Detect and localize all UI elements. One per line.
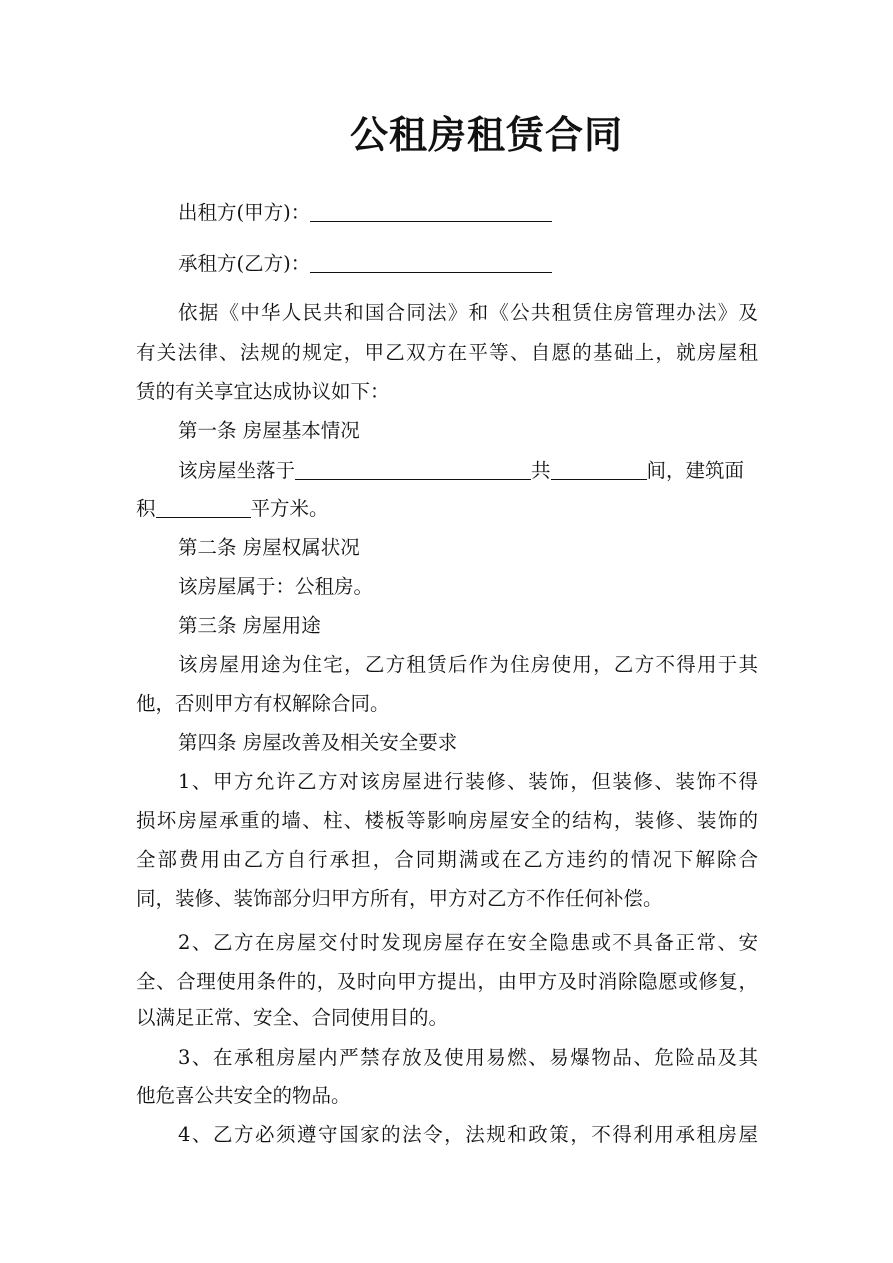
lessee-label: 承租方(乙方)： bbox=[178, 252, 311, 275]
preamble-line-3: 赁的有关享宜达成协议如下： bbox=[136, 380, 390, 403]
article3-heading: 第三条 房屋用途 bbox=[178, 614, 321, 637]
article3-line-2: 他，否则甲方有权解除合同。 bbox=[136, 692, 390, 715]
article2-text: 该房屋属于：公租房。 bbox=[178, 575, 374, 598]
article4-item4-line-1: 4、乙方必须遵守国家的法令，法规和政策，不得利用承租房屋 bbox=[178, 1123, 758, 1146]
lessee-blank[interactable] bbox=[310, 252, 552, 273]
area-unit: 平方米。 bbox=[250, 497, 329, 520]
article3-line-1: 该房屋用途为住宅，乙方租赁后作为住房使用，乙方不得用于其 bbox=[178, 653, 758, 676]
area-blank[interactable] bbox=[156, 497, 251, 518]
article4-item1-line-4: 同，装修、装饰部分归甲方所有，甲方对乙方不作任何补偿。 bbox=[136, 887, 663, 910]
article4-item1-line-2: 损坏房屋承重的墙、柱、楼板等影响房屋安全的结构，装修、装饰的 bbox=[136, 809, 758, 832]
article4-item2-line-1: 2、乙方在房屋交付时发现房屋存在安全隐患或不具备正常、安 bbox=[178, 931, 758, 954]
area-label: 间，建筑面 bbox=[646, 459, 745, 482]
lessor-label: 出租方(甲方)： bbox=[178, 201, 311, 224]
lessor-line bbox=[178, 200, 552, 226]
article4-heading: 第四条 房屋改善及相关安全要求 bbox=[178, 731, 458, 754]
article1-area-line bbox=[136, 496, 329, 522]
lessee-line bbox=[178, 251, 552, 277]
rooms-blank[interactable] bbox=[551, 459, 647, 480]
article4-item1-line-1: 1、甲方允许乙方对该房屋进行装修、装饰，但装修、装饰不得 bbox=[178, 770, 758, 793]
article1-location-line bbox=[178, 458, 744, 484]
lessor-blank[interactable] bbox=[310, 201, 552, 222]
article2-heading: 第二条 房屋权属状况 bbox=[178, 536, 360, 559]
preamble-line-2: 有关法律、法规的规定，甲乙双方在平等、自愿的基础上，就房屋租 bbox=[136, 341, 758, 364]
article4-item3-line-1: 3、在承租房屋内严禁存放及使用易燃、易爆物品、危险品及其 bbox=[178, 1046, 758, 1069]
preamble-line-1: 依据《中华人民共和国合同法》和《公共租赁住房管理办法》及 bbox=[178, 301, 758, 324]
article1-heading: 第一条 房屋基本情况 bbox=[178, 419, 360, 442]
article4-item3-line-2: 他危喜公共安全的物品。 bbox=[136, 1084, 351, 1107]
rooms-label: 共 bbox=[531, 459, 551, 482]
location-blank[interactable] bbox=[295, 459, 531, 480]
article4-item2-line-2: 全、合理使用条件的，及时向甲方提出，由甲方及时消除隐愿或修复， bbox=[136, 970, 758, 993]
document-title: 公租房租赁合同 bbox=[349, 112, 623, 157]
location-label: 该房屋坐落于 bbox=[178, 459, 296, 482]
article4-item1-line-3: 全部费用由乙方自行承担，合同期满或在乙方违约的情况下解除合 bbox=[136, 848, 758, 871]
area-label-2: 积 bbox=[136, 497, 156, 520]
article4-item2-line-3: 以满足正常、安全、合同使用目的。 bbox=[136, 1006, 449, 1029]
